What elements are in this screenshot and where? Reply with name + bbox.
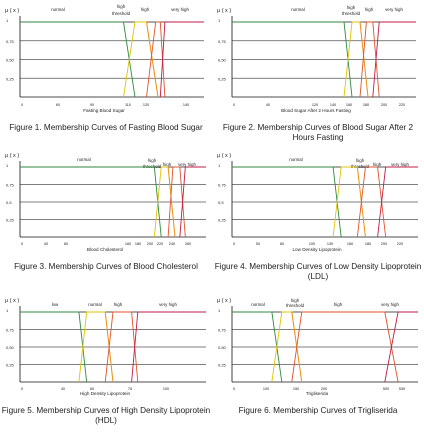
membership-label: high [372,162,382,167]
caption-3: Figure 3. Membership Curves of Blood Cholesterol [14,262,198,271]
figure-5 [0,294,212,439]
y-tick-label: 0,75 [218,182,226,188]
x-tick-label: 530 [398,387,406,391]
x-tick-label: 260 [184,242,192,246]
y-tick-label: 1 [6,163,9,168]
membership-label: normal [251,302,265,307]
x-tick-label: 160 [346,242,354,246]
chart-3 [0,150,212,262]
x-tick-label: 220 [398,103,406,107]
x-tick-label: 100 [162,387,170,391]
x-tick-label: 500 [382,387,390,391]
figure-2 [212,0,424,145]
membership-label: normal [291,7,305,12]
x-axis-label: High Density Lipoprotein [79,391,131,396]
x-tick-label: 240 [168,242,176,246]
y-tick-label: 1 [6,18,9,23]
x-tick-label: 130 [326,242,334,246]
y-tick-label: 0,75 [6,38,14,44]
x-tick-label: 200 [146,242,154,246]
x-tick-label: 140 [329,103,337,107]
x-axis-label: Low Density Lipoprotein [292,247,342,252]
caption-5: Figure 5. Membership Curves of High Density Lipoprotein (HDL) [1,406,211,425]
x-tick-label: 160 [345,103,353,107]
membership-label: high [140,7,150,12]
x-tick-label: 180 [364,242,372,246]
x-tick-label: 0 [20,103,24,107]
y-tick-label: 0,75 [218,38,226,44]
y-tick-label: 1 [218,163,221,168]
membership-label: very high [385,7,403,12]
membership-label: high [364,7,374,12]
membership-label: very high [159,302,177,307]
chart-6 [212,294,424,404]
membership-label: high [346,5,356,10]
x-tick-label: 60 [89,387,95,391]
y-tick-label: 0,50 [218,57,226,63]
caption-4: Figure 4. Membership Curves of Low Density Lipoprotein (LDL) [214,262,422,281]
figure-6 [212,294,424,439]
x-axis-label: Blood Cholesterol [86,247,124,252]
caption-1: Figure 1. Membership Curves of Fasting Blood Sugar [9,123,203,132]
membership-label: high [162,162,172,167]
x-axis-label: Trigliserida [305,391,329,396]
chart-1 [0,0,212,120]
y-axis-label: μ ( x ) [217,8,232,14]
x-tick-label: 100 [262,387,270,391]
x-tick-label: 180 [134,242,142,246]
x-tick-label: 0 [232,103,236,107]
x-tick-label: 110 [124,103,132,107]
membership-label: high [333,302,343,307]
x-tick-label: 40 [60,387,66,391]
membership-label: high [290,298,300,303]
x-tick-label: 90 [89,103,95,107]
y-tick-label: 0,25 [6,362,14,368]
membership-label: threshold [142,164,162,169]
x-tick-label: 120 [142,103,150,107]
figure-1 [0,0,212,145]
x-tick-label: 220 [396,242,404,246]
y-tick-label: 0,25 [218,217,226,223]
membership-label: threshold [341,11,361,16]
x-tick-label: 200 [380,103,388,107]
y-tick-label: 0,50 [218,345,226,350]
membership-label: very high [381,302,399,307]
x-tick-label: 120 [311,103,319,107]
x-tick-label: 0 [232,387,236,391]
membership-label: normal [77,157,91,162]
membership-label: high [355,158,365,163]
membership-label: high [147,158,157,163]
y-axis-label: μ ( x ) [217,153,232,159]
x-tick-label: 40 [43,242,49,246]
y-tick-label: 0,25 [6,76,14,82]
y-tick-label: 0,25 [218,76,226,82]
y-tick-label: 1 [218,308,221,313]
y-tick-label: 0,75 [218,327,226,333]
chart-2 [212,0,424,120]
x-tick-label: 80 [63,242,69,246]
y-tick-label: 0,25 [218,362,226,368]
x-tick-label: 100 [308,242,316,246]
y-axis-label: μ ( x ) [5,8,20,14]
membership-label: very high [171,7,189,12]
x-axis-label: Blood Sugar After 2 Hours Fasting [281,108,351,113]
membership-label: threshold [350,164,370,169]
membership-label: threshold [285,303,305,308]
membership-label: low [51,302,59,307]
x-tick-label: 220 [156,242,164,246]
chart-5 [0,294,212,404]
x-tick-label: 0 [232,242,236,246]
y-tick-label: 1 [6,308,9,313]
x-axis-label: Fasting Blood Sugar [83,108,125,113]
x-tick-label: 60 [55,103,61,107]
y-axis-label: μ ( x ) [5,298,20,304]
membership-label: very high [178,162,196,167]
x-tick-label: 75 [127,387,133,391]
y-tick-label: 0,25 [6,217,14,223]
caption-6: Figure 6. Membership Curves of Trigliserida [238,406,398,415]
x-tick-label: 150 [292,387,300,391]
x-tick-label: 200 [380,242,388,246]
figure-3 [0,150,212,295]
chart-4 [212,150,424,262]
y-tick-label: 1 [218,18,221,23]
caption-2: Figure 2. Membership Curves of Blood Sugar After 2 Hours Fasting [222,123,414,142]
y-axis-label: μ ( x ) [5,153,20,159]
y-tick-label: 0,75 [6,182,14,188]
x-tick-label: 200 [320,387,328,391]
x-tick-label: 40 [265,103,271,107]
x-tick-label: 50 [255,242,261,246]
membership-label: high [116,4,126,9]
x-tick-label: 0 [20,387,24,391]
figure-4 [212,150,424,295]
y-tick-label: 0,75 [6,327,14,333]
y-tick-label: 0,5 [6,200,12,205]
y-tick-label: 0,50 [6,345,14,350]
x-tick-label: 140 [182,103,190,107]
y-tick-label: 0,50 [6,57,14,63]
x-tick-label: 0 [20,242,24,246]
membership-label: high [113,302,123,307]
x-tick-label: 160 [124,242,132,246]
membership-label: threshold [111,11,131,16]
membership-label: normal [289,157,303,162]
membership-label: very high [391,162,409,167]
membership-label: normal [88,302,102,307]
x-tick-label: 180 [362,103,370,107]
y-tick-label: 0,5 [218,200,224,205]
membership-label: normal [51,7,65,12]
y-axis-label: μ ( x ) [217,298,232,304]
x-tick-label: 80 [279,242,285,246]
